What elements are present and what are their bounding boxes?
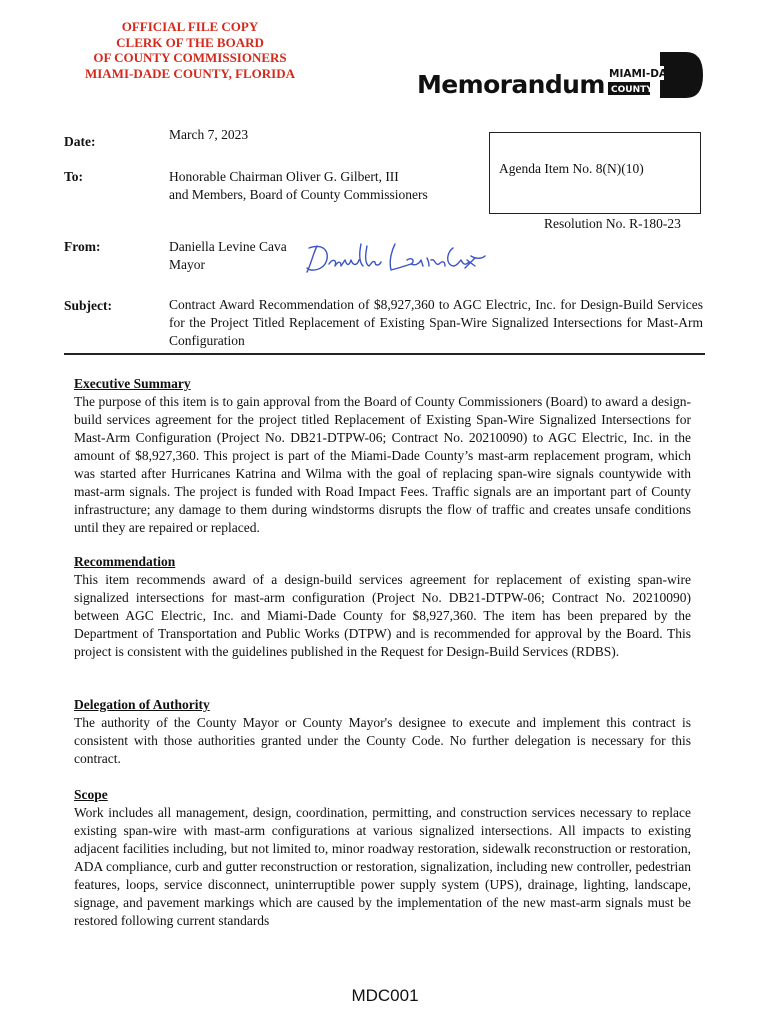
page-id-footer: MDC001 xyxy=(351,986,419,1005)
miami-dade-county-logo xyxy=(608,52,703,98)
from-sender xyxy=(169,238,287,274)
section-recommendation xyxy=(74,553,691,661)
agenda-item-number: Agenda Item No. 8(N)(10) xyxy=(499,161,644,176)
section-scope xyxy=(74,786,691,930)
stamp-line-3: OF COUNTY COMMISSIONERS xyxy=(93,50,287,65)
logo-text-top: MIAMI-DADE xyxy=(609,68,683,80)
section-heading: Scope xyxy=(74,787,108,802)
section-heading: Delegation of Authority xyxy=(74,697,210,712)
memorandum-title: Memorandum xyxy=(417,70,605,99)
date-value: March 7, 2023 xyxy=(169,127,249,142)
from-line-2: Mayor xyxy=(169,257,205,272)
section-body: The authority of the County Mayor or County Mayor's designee to execute and implement this contract is consistent with those authorities granted under the County Code. No further delegation is necessary for this contract. xyxy=(74,715,691,766)
subject-value: Contract Award Recommendation of $8,927,360 to AGC Electric, Inc. for Design-Build Services for the Project Titled Replacement of Existing Span-Wire Signalized Intersections for Mast-Arm Configuration xyxy=(169,297,703,348)
logo-text-bottom: COUNTY xyxy=(611,85,653,95)
date-label: Date: xyxy=(64,134,96,149)
mayor-signature xyxy=(303,238,488,278)
section-body: Work includes all management, design, coordination, permitting, and construction services necessary to replace existing span-wire with mast-arm configurations at various signalized intersections. All impacts to existing adjacent facilities including, but not limited to, minor roadway restoration, sidewalk reconstruction or restoration, ADA compliance, curb and gutter reconstruction or restoration, signalization, including new controller, pedestrian features, loops, service disconnect, uninterruptible power supply system (UPS), drainage, lighting, landscape, signage, and pavement markings which are caused by the implementation of the new mast-arm signals must be restored following current standards xyxy=(74,805,691,928)
to-line-2: and Members, Board of County Commissioners xyxy=(169,187,428,202)
section-body: The purpose of this item is to gain approval from the Board of County Commissioners (Board) to award a design-build services agreement for the project titled Replacement of Existing Span-Wire Signalized Intersections for Mast-Arm Configuration (Project No. DB21-DTPW-06; Contract No. 20210090) to AGC Electric, Inc. in the amount of $8,927,360. This project is part of the Miami-Dade County’s mast-arm replacement program, which was started after Hurricanes Katrina and Wilma with the goal of replacing span-wire signals countywide with mast-arm signals. The project is funded with Road Impact Fees. Traffic signals are an important part of County infrastructure; any damage to them during windstorms disrupts the flow of traffic and creates unsafe conditions until they are repaired or replaced. xyxy=(74,394,691,535)
to-line-1: Honorable Chairman Oliver G. Gilbert, III xyxy=(169,169,399,184)
stamp-line-4: MIAMI-DADE COUNTY, FLORIDA xyxy=(84,65,296,81)
resolution-number: Resolution No. R-180-23 xyxy=(544,216,681,231)
section-heading: Recommendation xyxy=(74,554,176,569)
header-divider xyxy=(64,353,705,355)
subject-label: Subject: xyxy=(64,298,112,313)
section-heading: Executive Summary xyxy=(74,376,191,391)
from-line-1: Daniella Levine Cava xyxy=(169,239,287,254)
to-label: To: xyxy=(64,169,84,184)
stamp-line-2: CLERK OF THE BOARD xyxy=(116,34,264,50)
from-label: From: xyxy=(64,239,101,254)
stamp-line-1: OFFICIAL FILE COPY xyxy=(121,19,259,34)
official-file-copy-stamp xyxy=(64,19,316,81)
section-body: This item recommends award of a design-build services agreement for replacement of existing span-wire signalized intersections for mast-arm configuration (Project No. DB21-DTPW-06; Contract No. 20210090) between AGC Electric, Inc. and Miami-Dade County for $8,927,360. The item has been prepared by the Department of Transportation and Public Works (DTPW) and is recommended for approval by the Board. This project is consistent with the guidelines published in the Request for Design-Build Services (RDBS). xyxy=(74,572,691,659)
section-delegation-of-authority xyxy=(74,696,691,768)
section-executive-summary xyxy=(74,375,691,537)
agenda-item-box xyxy=(489,132,701,214)
to-recipients xyxy=(169,168,428,204)
